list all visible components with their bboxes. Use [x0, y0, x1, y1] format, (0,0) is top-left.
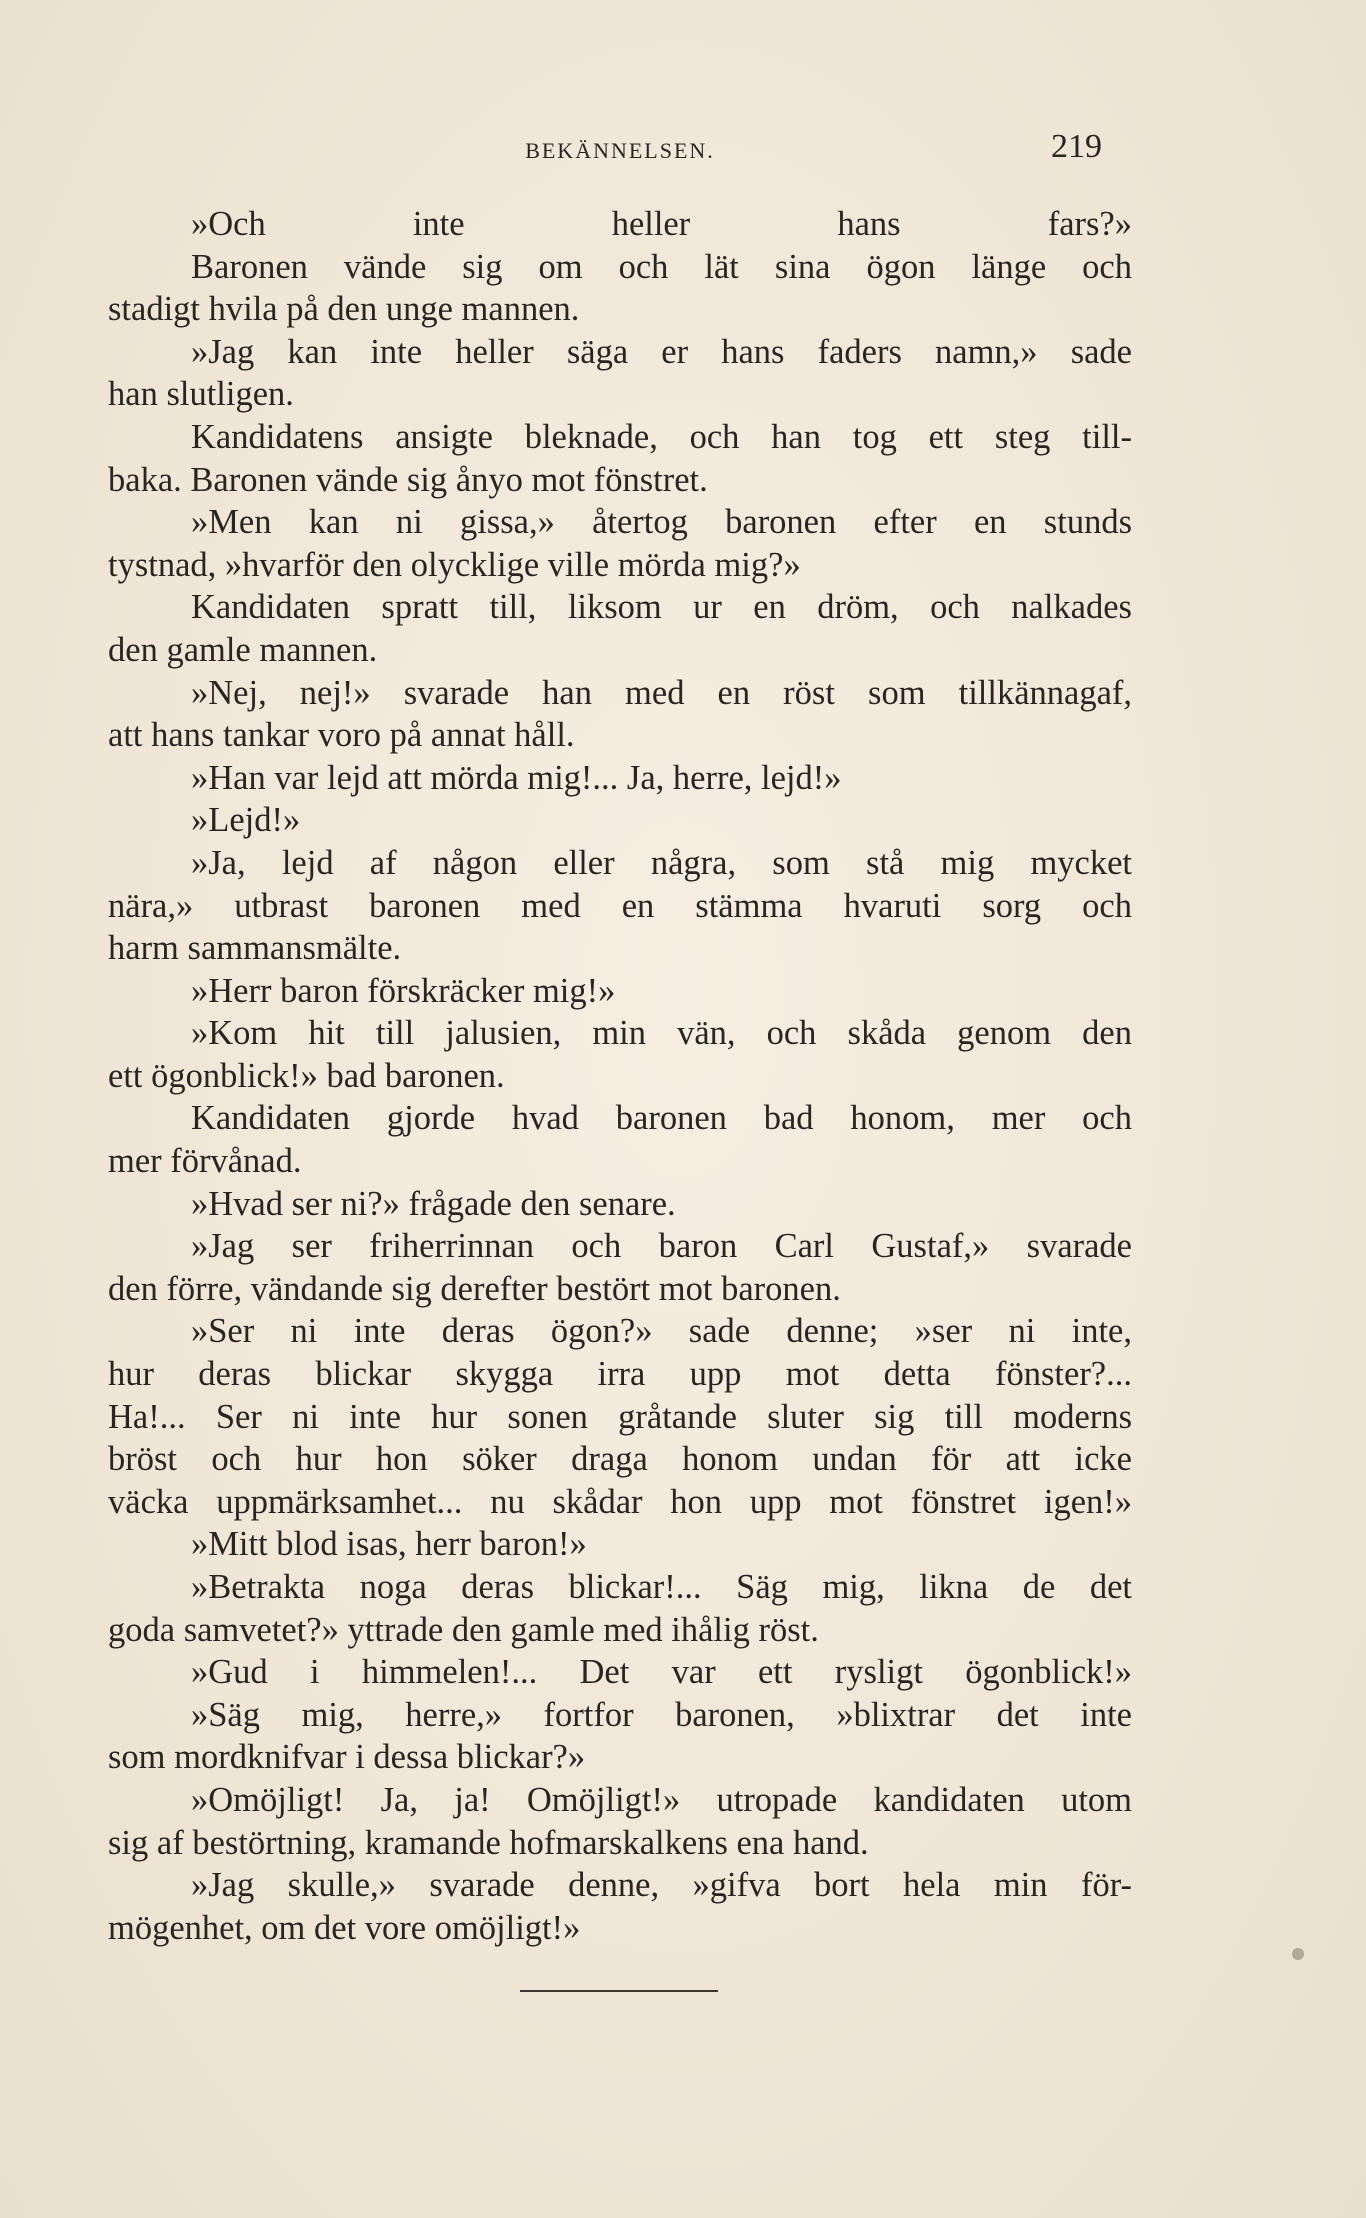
text-line: »Gud i himmelen!... Det var ett rysligt ögonblick!»	[191, 1653, 1132, 1692]
text-line: den gamle mannen.	[108, 630, 378, 669]
text-line: stadigt hvila på den unge mannen.	[108, 290, 580, 329]
section-divider-rule	[520, 1990, 718, 1992]
text-line: Ha!... Ser ni inte hur sonen gråtande sluter sig till moderns	[108, 1397, 1132, 1436]
text-line: han slutligen.	[108, 375, 294, 414]
text-line: »Lejd!»	[191, 801, 301, 840]
text-line: ett ögonblick!» bad baronen.	[108, 1056, 505, 1095]
text-line: väcka uppmärksamhet... nu skådar hon upp mot fönstret igen!»	[108, 1482, 1132, 1521]
text-line: den förre, vändande sig derefter bestört mot baronen.	[108, 1269, 841, 1308]
page-header	[108, 128, 1132, 178]
text-line: harm sammansmälte.	[108, 929, 402, 968]
text-line: »Jag kan inte heller säga er hans faders namn,» sade	[191, 332, 1132, 371]
body-text	[108, 203, 1132, 1949]
text-line: mer förvånad.	[108, 1142, 302, 1181]
text-line: Kandidatens ansigte bleknade, och han tog ett steg till-	[191, 417, 1132, 456]
text-line: »Ja, lejd af någon eller några, som stå mig mycket	[191, 843, 1132, 882]
text-line: »Han var lejd att mörda mig!... Ja, herre, lejd!»	[191, 758, 842, 797]
text-line: »Omöjligt! Ja, ja! Omöjligt!» utropade kandidaten utom	[191, 1780, 1132, 1819]
text-line: baka. Baronen vände sig ånyo mot fönstret.	[108, 460, 708, 499]
text-line: Baronen vände sig om och lät sina ögon länge och	[191, 247, 1132, 286]
text-line: »Herr baron förskräcker mig!»	[191, 971, 616, 1010]
text-line: »Nej, nej!» svarade han med en röst som tillkännagaf,	[191, 673, 1132, 712]
text-line: tystnad, »hvarför den olycklige ville mörda mig?»	[108, 545, 801, 584]
running-head: BEKÄNNELSEN.	[525, 138, 715, 163]
text-line: »Och inte heller hans fars?»	[191, 205, 1132, 243]
text-line: att hans tankar voro på annat håll.	[108, 716, 575, 755]
text-line: sig af bestörtning, kramande hofmarskalkens ena hand.	[108, 1823, 869, 1862]
text-line: mögenhet, om det vore omöjligt!»	[108, 1908, 581, 1947]
text-line: Kandidaten spratt till, liksom ur en dröm, och nalkades	[191, 588, 1132, 627]
paper-speck	[1292, 1948, 1304, 1960]
text-line: »Säg mig, herre,» fortfor baronen, »blixtrar det inte	[191, 1695, 1132, 1734]
text-line: nära,» utbrast baronen med en stämma hvaruti sorg och	[108, 886, 1132, 925]
text-line: bröst och hur hon söker draga honom undan för att icke	[108, 1440, 1132, 1479]
text-line: hur deras blickar skygga irra upp mot detta fönster?...	[108, 1355, 1132, 1394]
text-line: Kandidaten gjorde hvad baronen bad honom, mer och	[191, 1099, 1132, 1138]
text-line: »Kom hit till jalusien, min vän, och skåda genom den	[191, 1014, 1132, 1053]
page-number: 219	[1051, 128, 1102, 165]
text-line: »Betrakta noga deras blickar!... Säg mig, likna de det	[191, 1568, 1132, 1606]
text-line: »Hvad ser ni?» frågade den senare.	[191, 1184, 676, 1223]
text-line: goda samvetet?» yttrade den gamle med ihålig röst.	[108, 1610, 819, 1649]
text-line: »Jag ser friherrinnan och baron Carl Gustaf,» svarade	[191, 1227, 1132, 1266]
text-line: »Men kan ni gissa,» återtog baronen efter en stunds	[191, 503, 1132, 542]
text-line: »Ser ni inte deras ögon?» sade denne; »ser ni inte,	[191, 1312, 1132, 1351]
text-line: som mordknifvar i dessa blickar?»	[108, 1738, 586, 1777]
text-line: »Mitt blod isas, herr baron!»	[191, 1525, 587, 1564]
text-line: »Jag skulle,» svarade denne, »gifva bort hela min för-	[191, 1866, 1132, 1905]
